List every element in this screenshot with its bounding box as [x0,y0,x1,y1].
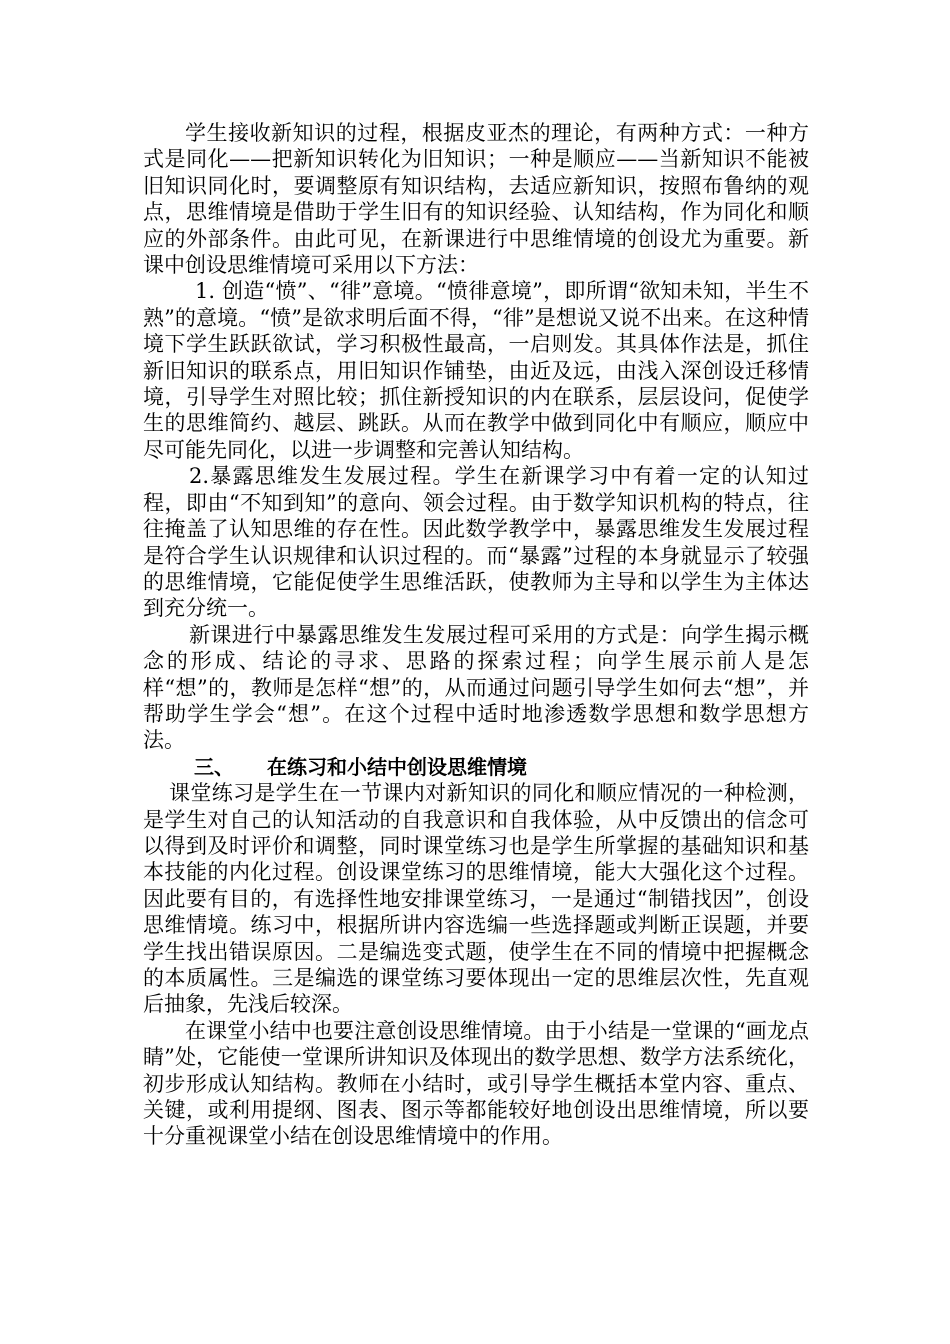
paragraph-intro: 学生接收新知识的过程，根据皮亚杰的理论，有两种方式：一种方式是同化——把新知识转化为旧知识；一种是顺应——当新知识不能被旧知识同化时，要调整原有知识结构，去适应新知识，按照布鲁纳的观点，思维情境是借助于学生旧有的知识经验、认知结构，作为同化和顺应的外部条件。由此可见，在新课进行中思维情境的创设尤为重要。新课中创设思维情境可采用以下方法： [143,121,809,278]
paragraph-method-2: 2.暴露思维发生发展过程。学生在新课学习中有着一定的认知过程，即由“不知到知”的意向、领会过程。由于数学知识机构的特点，往往掩盖了认知思维的存在性。因此数学教学中，暴露思维发生发展过程是符合学生认识规律和认识过程的。而“暴露”过程的本身就显示了较强的思维情境，它能促使学生思维活跃，使教师为主导和以学生为主体达到充分统一。 [143,464,809,621]
document-page [143,120,809,1150]
section-title: 在练习和小结中创设思维情境 [267,754,527,779]
section-number: 三、 [194,754,234,779]
paragraph-practice: 课堂练习是学生在一节课内对新知识的同化和顺应情况的一种检测，是学生对自己的认知活动的自我意识和自我体验，从中反馈出的信念可以得到及时评价和调整，同时课堂练习也是学生所掌握的基础知识和基本技能的内化过程。创设课堂练习的思维情境，能大大强化这个过程。因此要有目的，有选择性地安排课堂练习，一是通过“制错找因”，创设思维情境。练习中，根据所讲内容选编一些选择题或判断正误题，并要学生找出错误原因。二是编选变式题，使学生在不同的情境中把握概念的本质属性。三是编选的课堂练习要体现出一定的思维层次性，先直观后抽象，先浅后较深。 [143,781,809,1017]
paragraph-method-1: 1. 创造“愤”、“徘”意境。“愤徘意境”，即所谓“欲知未知，半生不熟”的意境。“愤”是欲求明后面不得，“徘”是想说又说不出来。在这种情境下学生跃跃欲试，学习积极性最高，一启则发。其具体作法是，抓住新旧知识的联系点，用旧知识作铺垫，由近及远，由浅入深创设迁移情境，引导学生对照比较；抓住新授知识的内在联系，层层设问，促使学生的思维简约、越层、跳跃。从而在教学中做到同化中有顺应，顺应中尽可能先同化，以进一步调整和完善认知结构。 [143,279,809,462]
paragraph-exposure-methods: 新课进行中暴露思维发生发展过程可采用的方式是：向学生揭示概念的形成、结论的寻求、思路的探索过程；向学生展示前人是怎样“想”的，教师是怎样“想”的，从而通过问题引导学生如何去“想”，并帮助学生学会“想”。在这个过程中适时地渗透数学思想和数学思想方法。 [143,622,809,753]
paragraph-summary: 在课堂小结中也要注意创设思维情境。由于小结是一堂课的“画龙点睛”处，它能使一堂课所讲知识及体现出的数学思想、数学方法系统化，初步形成认知结构。教师在小结时，或引导学生概括本堂内容、重点、关键，或利用提纲、图表、图示等都能较好地创设出思维情境，所以要十分重视课堂小结在创设思维情境中的作用。 [143,1018,809,1149]
section-heading [143,754,809,780]
